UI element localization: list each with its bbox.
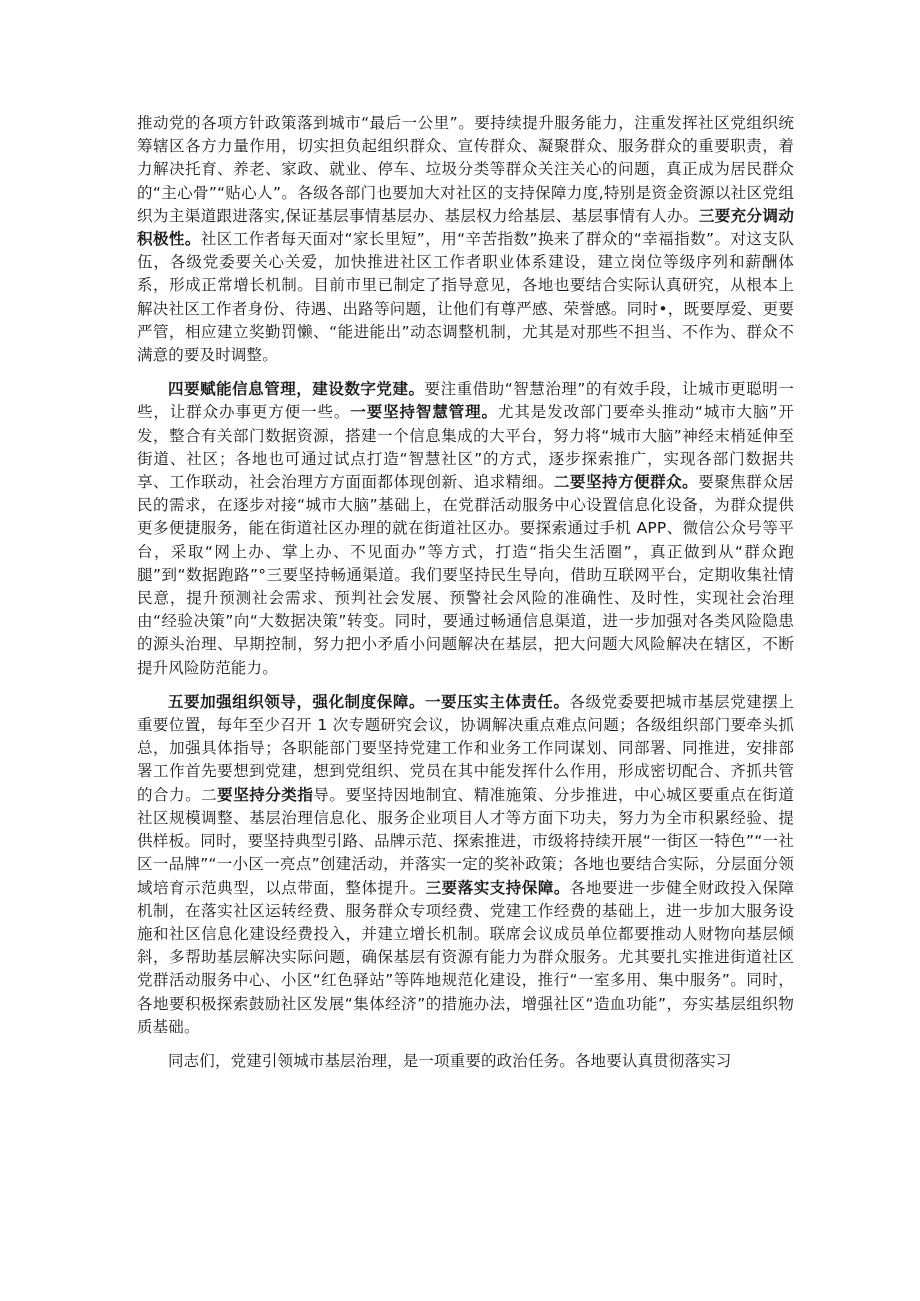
bold-heading-text: 一要坚持智慧管理。 bbox=[350, 403, 498, 422]
body-text: 同志们，党建引领城市基层治理，是一项重要的政治任务。各地要认真贯彻落实习 bbox=[168, 1051, 732, 1070]
body-text: 推动党的各项方针政策落到城市“最后一公里”。要持续提升服务能力，注重发挥社区党组织统筹辖区各方力量作用，切实担负起组织群众、宣传群众、凝聚群众、服务群众的重要职责，着力解决托育、养老、家政、就业、停车、垃圾分类等群众关注关心的问题，真正成为居民群众的“主心骨”“贴心人”。各级各部门也要加大对社区的支持保障力度,特别是资金资源以社区党组织为主渠道跟进落实,保证基层事情基层办、基层权力给基层、基层事情有人办。 bbox=[137, 114, 794, 225]
body-text: 社区工作者每天面对“家长里短”，用“辛苦指数”换来了群众的“幸福指数”。对这支队伍，各级党委要关心关爱，加快推进社区工作者职业体系建设，建立岗位等级序列和薪酬体系，形成正常增长机制。目前市里已制定了指导意见，各地也要结合实际认真研究，从根本上解决社区工作者身份、待遇、出路等问题，让他们有尊严感、荣誉感。同时•，既要厚爱、更要严管，相应建立奖勤罚懒、“能进能出”动态调整机制，尤其是对那些不担当、不作为、群众不满意的要及时调整。 bbox=[137, 230, 795, 365]
bold-heading-text: 四要赋能信息管理，建设数字党建。 bbox=[168, 380, 425, 399]
paragraph-4 bbox=[137, 1050, 794, 1073]
bold-heading-text: 要坚持分类指 bbox=[217, 785, 314, 804]
body-text: 各级党委要把城市基层党建摆上重要位置，每年至少召开 1 次专题研究会议，协调解决重点难点问题；各级组织部门要牵头抓总，加强具体指导；各职能部门要坚持党建工作和业务工作同谋划、同部署、同推进，安排部署工作首先要想到党建，想到党组织、党员在其中能发挥什么作用，形成密切配合、齐抓共管的合力。二 bbox=[137, 692, 794, 804]
paragraph-1 bbox=[137, 112, 794, 367]
bold-heading-text: 五要加强组织领导，强化制度保障。一要压实主体责任。 bbox=[168, 692, 570, 711]
body-text: 尤其是发改部门要牵头推动“城市大脑”开发，整合有关部门数据资源，搭建一个信息集成的大平台，努力将“城市大脑”神经末梢延伸至街道、社区；各地也可通过试点打造“智慧社区”的方式，逐步探索推广，实现各部门数据共享、工作联动，社会治理方方面面都体现创新、追求精细。 bbox=[137, 403, 794, 492]
paragraph-2 bbox=[137, 378, 794, 680]
bold-heading-text: 二要坚持方便群众。 bbox=[553, 473, 699, 492]
body-text: 要注重借助“智慧治理”的有效手段，让城市更聪明一些，让群众办事更方便一些。 bbox=[137, 380, 794, 422]
body-text: 各地要进一步健全财政投入保障机制，在落实社区运转经费、服务群众专项经费、党建工作经费的基础上，进一步加大服务设施和社区信息化建设经费投入，并建立增长机制。联席会议成员单位都要推动人财物向基层倾斜，多帮助基层解决实际问题，确保基层有资源有能力为群众服务。尤其要扎实推进街道社区党群活动服务中心、小区“红色驿站”等阵地规范化建设，推行“一室多用、集中服务”。同时，各地要积极探索鼓励社区发展“集体经济”的措施办法，增强社区“造血功能”，夯实基层组织物质基础。 bbox=[137, 878, 795, 1036]
body-text: 导。要坚持因地制宜、精准施策、分步推进，中心城区要重点在街道社区规模调整、基层治理信息化、服务企业项目人才等方面下功夫，努力为全市积累经验、提供样板。同时，要坚持典型引路、品牌示范、探索推进，市级将持续开展“一街区一特色”“一社区一品牌”“一小区一亮点”创建活动，并落实一定的奖补政策；各地也要结合实际，分层面分领域培育示范典型，以点带面，整体提升。 bbox=[137, 785, 794, 897]
paragraph-3 bbox=[137, 691, 794, 1039]
bold-heading-text: 三要落实支持保障。 bbox=[425, 878, 570, 897]
body-text: 要聚焦群众居民的需求，在逐步对接“城市大脑”基础上，在党群活动服务中心设置信息化设备，为群众提供更多便捷服务，能在街道社区办理的就在街道社区办。要探索通过手机 APP、微信公众号等平台，采取“网上办、掌上办、不见面办”等方式，打造“指尖生活圈”，真正做到从“群众跑腿”到“数据跑路”°三要坚持畅通渠道。我们要坚持民生导向，借助互联网平台，定期收集社情民意，提升预测社会需求、预判社会发展、预警社会风险的准确性、及时性，实现社会治理由“经验决策”向“大数据决策”转变。同时，要通过畅通信息渠道，进一步加强对各类风险隐患的源头治理、早期控制，努力把小矛盾小问题解决在基层，把大问题大风险解决在辖区，不断提升风险防范能力。 bbox=[137, 473, 795, 677]
document-body bbox=[137, 112, 794, 1084]
bold-heading-text: 三要充分调动积极性。 bbox=[137, 206, 794, 249]
